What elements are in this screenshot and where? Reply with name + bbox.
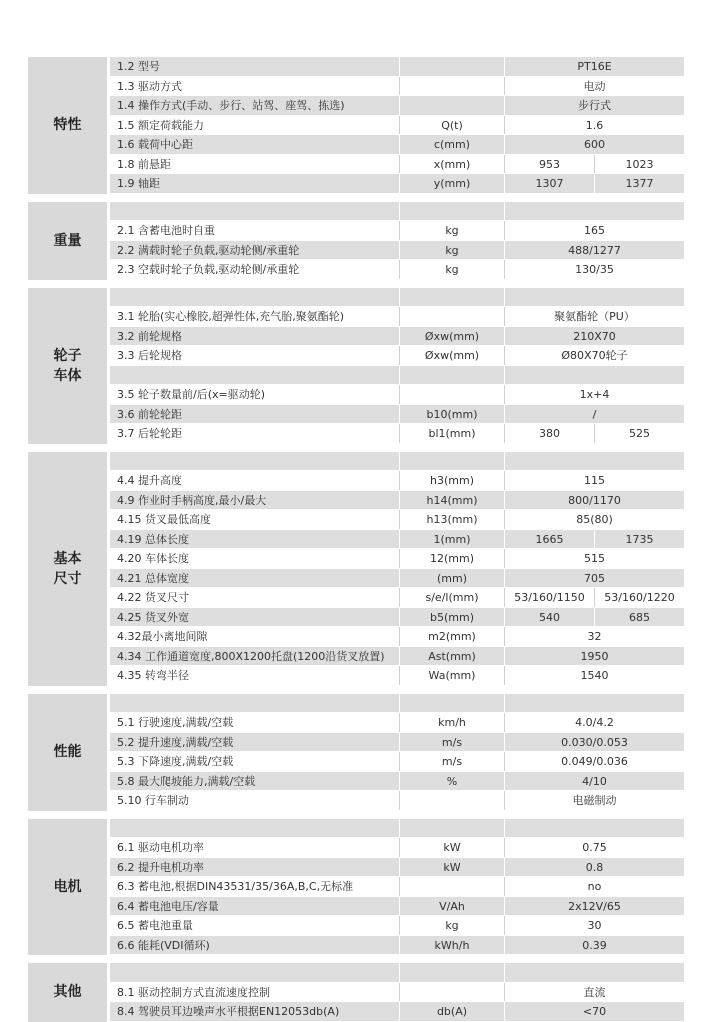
section-category: 基本 尺寸 [28, 452, 110, 686]
spec-label: 1.9 轴距 [117, 177, 160, 190]
spec-label: 8.4 驾驶员耳边噪声水平根据EN12053db(A) [117, 1005, 340, 1018]
spec-label: 6.1 驱动电机功率 [117, 841, 204, 854]
spec-unit [399, 819, 504, 838]
spec-unit [399, 877, 504, 896]
spec-unit: kg [399, 260, 504, 279]
spec-unit: 1(mm) [399, 530, 504, 549]
spec-values [504, 1002, 684, 1021]
spec-unit: Wa(mm) [399, 666, 504, 685]
spec-value: no [587, 880, 602, 893]
spec-values [504, 510, 684, 529]
table-row [110, 530, 684, 550]
spec-label: 6.4 蓄电池电压/容量 [117, 899, 219, 913]
spec-label: 4.32最小离地间隙 [117, 630, 208, 643]
spec-label: 3.5 轮子数量前/后(x=驱动轮) [117, 388, 266, 401]
spec-values [504, 752, 684, 771]
spec-unit [399, 96, 504, 115]
table-row [110, 221, 684, 241]
table-row [110, 385, 684, 405]
spec-label: 3.6 前轮轮距 [117, 407, 182, 421]
table-row [110, 666, 684, 686]
table-row [110, 116, 684, 136]
spec-label: 2.2 满载时轮子负载,驱动轮侧/承重轮 [117, 243, 300, 257]
spec-label: 4.25 货叉外宽 [117, 610, 189, 624]
spec-values [504, 530, 684, 549]
spec-values [504, 569, 684, 588]
spec-values [504, 424, 684, 443]
section-category: 特性 [28, 57, 110, 194]
spec-values [504, 549, 684, 568]
spec-values [504, 346, 684, 365]
spec-label: 3.1 轮胎(实心橡胶,超弹性体,充气胎,聚氨酯轮) [117, 310, 345, 323]
table-row [110, 791, 684, 811]
spec-value: 525 [594, 424, 684, 443]
spec-value: 1950 [580, 649, 609, 663]
spec-label [110, 694, 399, 713]
table-row [110, 288, 684, 308]
spec-values [504, 77, 684, 96]
spec-value: 1x+4 [579, 388, 610, 401]
spec-unit: m2(mm) [399, 627, 504, 646]
spec-unit: km/h [399, 713, 504, 732]
spec-label: 3.2 前轮规格 [117, 329, 182, 343]
spec-values [504, 588, 684, 607]
table-row [110, 588, 684, 608]
spec-section [28, 694, 684, 811]
spec-value: 130/35 [575, 263, 614, 276]
table-row [110, 260, 684, 280]
spec-values [504, 713, 684, 732]
spec-values [504, 57, 684, 76]
spec-value: 1023 [594, 155, 684, 174]
table-row [110, 241, 684, 261]
spec-label: 6.5 蓄电池重量 [117, 919, 193, 932]
table-row [110, 135, 684, 155]
spec-values [504, 647, 684, 666]
table-row [110, 77, 684, 97]
spec-label: 4.4 提升高度 [117, 474, 182, 487]
section-gap [28, 811, 684, 819]
spec-value: 115 [584, 474, 605, 487]
table-row [110, 1002, 684, 1022]
spec-unit [399, 452, 504, 471]
spec-value [505, 288, 684, 307]
table-row [110, 491, 684, 511]
section-category: 电机 [28, 819, 110, 956]
table-row [110, 452, 684, 472]
spec-values [504, 838, 684, 857]
spec-unit: x(mm) [399, 155, 504, 174]
spec-value: 1540 [580, 669, 609, 682]
spec-value: 0.049/0.036 [561, 755, 628, 768]
spec-values [504, 936, 684, 955]
spec-unit [399, 983, 504, 1002]
spec-value: 1.6 [585, 118, 604, 132]
spec-value: 1377 [594, 174, 684, 193]
spec-unit: Q(t) [399, 116, 504, 135]
table-row [110, 772, 684, 792]
spec-values [504, 116, 684, 135]
table-row [110, 405, 684, 425]
spec-value: 85(80) [576, 513, 613, 526]
table-row [110, 96, 684, 116]
spec-value: 30 [587, 919, 602, 932]
spec-values [504, 791, 684, 810]
table-row [110, 174, 684, 194]
spec-values [504, 608, 684, 627]
spec-unit: Øxw(mm) [399, 327, 504, 346]
table-row [110, 569, 684, 589]
spec-values [504, 916, 684, 935]
spec-label: 1.8 前悬距 [117, 157, 171, 171]
spec-section [28, 57, 684, 194]
spec-value: 53/160/1150 [514, 591, 585, 604]
table-row [110, 838, 684, 858]
spec-values [504, 155, 684, 174]
table-row [110, 471, 684, 491]
spec-values [504, 452, 684, 471]
table-row [110, 608, 684, 628]
spec-label: 4.9 作业时手柄高度,最小/最大 [117, 493, 267, 507]
section-category: 轮子 车体 [28, 288, 110, 444]
spec-value: 1307 [535, 177, 564, 190]
spec-unit: kWh/h [399, 936, 504, 955]
spec-unit [399, 791, 504, 810]
spec-unit [399, 385, 504, 404]
section-gap [28, 194, 684, 202]
spec-values [504, 366, 684, 385]
spec-label: 4.22 货叉尺寸 [117, 591, 189, 604]
spec-value: 电动 [583, 79, 606, 93]
spec-value: 53/160/1220 [594, 588, 684, 607]
spec-values [504, 327, 684, 346]
spec-label [110, 963, 399, 982]
spec-label: 8.1 驱动控制方式直流速度控制 [117, 985, 270, 999]
spec-unit [399, 963, 504, 982]
section-category: 性能 [28, 694, 110, 811]
spec-values [504, 307, 684, 326]
spec-values [504, 963, 684, 982]
spec-value: / [592, 407, 597, 421]
spec-value: 0.39 [582, 938, 607, 952]
table-row [110, 897, 684, 917]
spec-value [505, 366, 684, 385]
spec-values [504, 202, 684, 221]
table-row [110, 510, 684, 530]
spec-unit: c(mm) [399, 135, 504, 154]
spec-value: 705 [584, 571, 605, 585]
spec-value [505, 452, 684, 471]
section-rows [110, 288, 684, 444]
spec-value: 4.0/4.2 [575, 716, 614, 729]
spec-unit: (mm) [399, 569, 504, 588]
spec-value: 210X70 [573, 329, 616, 343]
section-rows [110, 963, 684, 1022]
spec-value: 515 [584, 552, 605, 565]
spec-unit: y(mm) [399, 174, 504, 193]
section-rows [110, 202, 684, 280]
spec-label: 4.34 工作通道宽度,800X1200托盘(1200沿货叉放置) [117, 649, 385, 663]
spec-unit: s/e/l(mm) [399, 588, 504, 607]
spec-values [504, 471, 684, 490]
spec-unit: m/s [399, 752, 504, 771]
spec-value: 800/1170 [568, 493, 621, 507]
spec-section [28, 963, 684, 1022]
spec-unit: m/s [399, 733, 504, 752]
section-rows [110, 694, 684, 811]
spec-value: 165 [584, 224, 605, 237]
spec-unit: Ast(mm) [399, 647, 504, 666]
spec-unit: h14(mm) [399, 491, 504, 510]
spec-values [504, 174, 684, 193]
section-category: 重量 [28, 202, 110, 280]
spec-label: 4.15 货叉最低高度 [117, 513, 211, 526]
spec-values [504, 491, 684, 510]
table-row [110, 424, 684, 444]
spec-label: 5.8 最大爬坡能力,满载/空载 [117, 774, 256, 788]
table-row [110, 963, 684, 983]
spec-value: PT16E [577, 60, 612, 73]
spec-unit: b5(mm) [399, 608, 504, 627]
spec-values [504, 96, 684, 115]
table-row [110, 713, 684, 733]
spec-label: 2.3 空载时轮子负载,驱动轮侧/承重轮 [117, 263, 300, 276]
section-gap [28, 686, 684, 694]
spec-unit: kg [399, 241, 504, 260]
spec-value: 685 [594, 608, 684, 627]
spec-label [110, 366, 399, 385]
spec-unit [399, 57, 504, 76]
table-row [110, 327, 684, 347]
spec-label: 6.2 提升电机功率 [117, 860, 204, 874]
spec-unit: kW [399, 838, 504, 857]
spec-section [28, 819, 684, 956]
spec-section [28, 452, 684, 686]
spec-unit: h13(mm) [399, 510, 504, 529]
spec-label: 1.6 载荷中心距 [117, 138, 193, 151]
section-gap [28, 955, 684, 963]
spec-values [504, 260, 684, 279]
spec-values [504, 772, 684, 791]
spec-unit: Øxw(mm) [399, 346, 504, 365]
table-row [110, 694, 684, 714]
spec-value: 4/10 [582, 774, 607, 788]
spec-value: 0.8 [585, 860, 604, 874]
spec-unit [399, 307, 504, 326]
table-row [110, 202, 684, 222]
spec-values [504, 733, 684, 752]
spec-unit: bl1(mm) [399, 424, 504, 443]
section-category: 其他 [28, 963, 110, 1022]
spec-value: 488/1277 [568, 243, 621, 257]
spec-value: 2x12V/65 [568, 899, 621, 913]
spec-value [505, 963, 684, 982]
table-row [110, 936, 684, 956]
spec-unit: 12(mm) [399, 549, 504, 568]
spec-values [504, 877, 684, 896]
spec-label: 5.10 行车制动 [117, 794, 189, 807]
spec-unit [399, 202, 504, 221]
spec-values [504, 819, 684, 838]
spec-label: 1.3 驱动方式 [117, 79, 182, 93]
spec-unit: h3(mm) [399, 471, 504, 490]
spec-value: <70 [582, 1005, 607, 1018]
spec-value [505, 694, 684, 713]
section-rows [110, 452, 684, 686]
table-row [110, 647, 684, 667]
section-rows [110, 57, 684, 194]
spec-values [504, 666, 684, 685]
table-row [110, 819, 684, 839]
table-row [110, 983, 684, 1003]
spec-label [110, 202, 399, 221]
spec-values [504, 694, 684, 713]
spec-value: 1665 [535, 532, 564, 546]
spec-label: 1.2 型号 [117, 60, 160, 73]
table-row [110, 549, 684, 569]
spec-unit: % [399, 772, 504, 791]
spec-value: 0.75 [582, 841, 607, 854]
table-row [110, 877, 684, 897]
spec-label: 4.19 总体长度 [117, 532, 189, 546]
spec-values [504, 221, 684, 240]
section-gap [28, 280, 684, 288]
spec-unit [399, 366, 504, 385]
spec-label [110, 288, 399, 307]
spec-value: 聚氨酯轮（PU） [554, 310, 635, 323]
spec-unit: kg [399, 916, 504, 935]
spec-label: 5.1 行驶速度,满载/空载 [117, 716, 234, 729]
spec-values [504, 858, 684, 877]
spec-label: 6.3 蓄电池,根据DIN43531/35/36A,B,C,无标准 [117, 880, 354, 893]
section-gap [28, 444, 684, 452]
spec-label: 1.5 额定荷载能力 [117, 118, 204, 132]
spec-unit: kg [399, 221, 504, 240]
spec-label [110, 819, 399, 838]
table-row [110, 858, 684, 878]
spec-values [504, 288, 684, 307]
spec-value: 32 [587, 630, 602, 643]
spec-value [505, 202, 684, 221]
spec-value: 540 [539, 610, 560, 624]
spec-value: 步行式 [578, 99, 611, 112]
table-row [110, 627, 684, 647]
spec-label: 4.20 车体长度 [117, 552, 189, 565]
spec-label: 3.7 后轮轮距 [117, 427, 182, 440]
table-row [110, 366, 684, 386]
spec-values [504, 897, 684, 916]
table-row [110, 307, 684, 327]
spec-value: 1735 [594, 530, 684, 549]
spec-values [504, 405, 684, 424]
spec-value [505, 819, 684, 838]
spec-unit [399, 694, 504, 713]
spec-value: 380 [539, 427, 560, 440]
spec-label: 5.3 下降速度,满载/空载 [117, 755, 234, 768]
spec-label: 2.1 含蓄电池时自重 [117, 224, 215, 237]
spec-unit: db(A) [399, 1002, 504, 1021]
spec-label: 3.3 后轮规格 [117, 349, 182, 362]
section-rows [110, 819, 684, 956]
spec-value: 电磁制动 [572, 794, 617, 807]
spec-label: 4.21 总体宽度 [117, 571, 189, 585]
spec-label: 6.6 能耗(VDI循环) [117, 938, 210, 952]
spec-value: 0.030/0.053 [561, 735, 628, 749]
spec-values [504, 627, 684, 646]
spec-unit: V/Ah [399, 897, 504, 916]
spec-value: 直流 [583, 985, 606, 999]
spec-values [504, 385, 684, 404]
spec-values [504, 135, 684, 154]
spec-unit: b10(mm) [399, 405, 504, 424]
spec-label: 4.35 转弯半径 [117, 669, 189, 682]
spec-values [504, 241, 684, 260]
table-row [110, 155, 684, 175]
spec-label: 1.4 操作方式(手动、步行、站驾、座驾、拣选) [117, 99, 345, 112]
spec-unit: kW [399, 858, 504, 877]
spec-label: 5.2 提升速度,满载/空载 [117, 735, 234, 749]
table-row [110, 346, 684, 366]
spec-section [28, 288, 684, 444]
spec-values [504, 983, 684, 1002]
spec-unit [399, 77, 504, 96]
spec-value: 600 [584, 138, 605, 151]
spec-section [28, 202, 684, 280]
spec-table [28, 57, 684, 1022]
table-row [110, 916, 684, 936]
spec-value: Ø80X70轮子 [561, 349, 628, 362]
spec-label [110, 452, 399, 471]
table-row [110, 733, 684, 753]
table-row [110, 752, 684, 772]
spec-unit [399, 288, 504, 307]
table-row [110, 57, 684, 77]
spec-value: 953 [539, 157, 560, 171]
